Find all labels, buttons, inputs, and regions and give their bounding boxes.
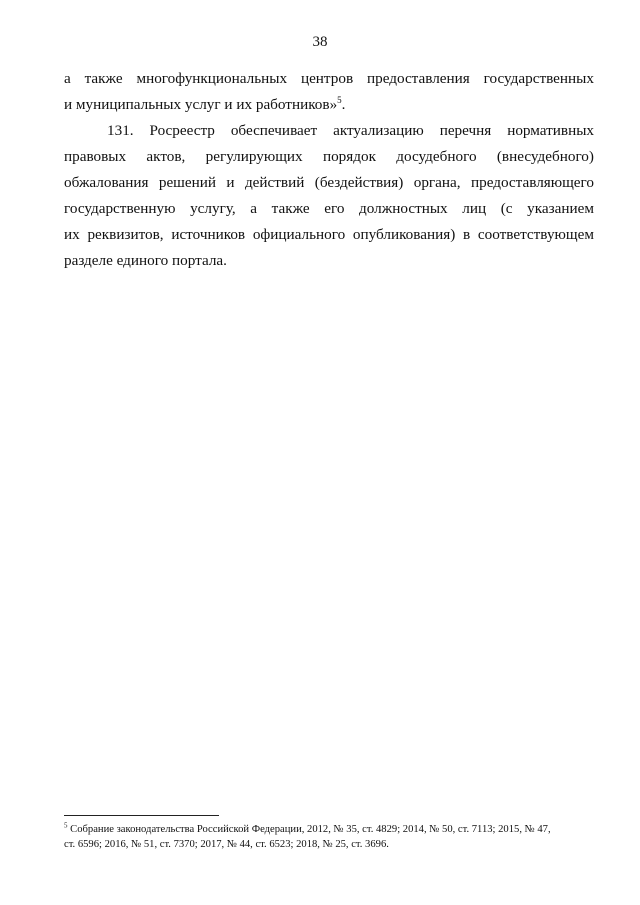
word: (бездействия) — [314, 174, 404, 191]
word: его — [324, 200, 345, 217]
word: предоставления — [366, 70, 470, 87]
footnote-marker: 5 — [64, 821, 68, 830]
word: (внесудебного) — [496, 148, 594, 165]
word: и — [226, 174, 235, 191]
paragraph-1-line-2 — [64, 92, 594, 118]
word: а — [64, 70, 71, 87]
word: соответствующем — [477, 226, 594, 243]
word: актов, — [146, 148, 186, 165]
word: услугу, — [190, 200, 236, 217]
footnote — [64, 822, 594, 852]
word: лиц — [462, 200, 487, 217]
word: официального — [252, 226, 346, 243]
word: регулирующих — [205, 148, 303, 165]
word: также — [271, 200, 310, 217]
footnote-line-1 — [64, 822, 594, 837]
word: 131. — [107, 122, 134, 139]
word: многофункциональных — [136, 70, 288, 87]
word: действий — [244, 174, 305, 191]
word: указанием — [527, 200, 594, 217]
word: в — [463, 226, 471, 243]
paragraph-131-line-3 — [64, 170, 594, 196]
paragraph-131-line-5 — [64, 222, 594, 248]
word: досудебного — [396, 148, 477, 165]
word: органа, — [413, 174, 461, 191]
word: нормативных — [507, 122, 594, 139]
paragraph-1-line-2-tail: . — [341, 96, 346, 113]
word: государственную — [64, 200, 176, 217]
word: обжалования — [64, 174, 149, 191]
word: актуализацию — [333, 122, 424, 139]
word: обеспечивает — [230, 122, 318, 139]
paragraph-131 — [64, 118, 594, 274]
word: порядок — [322, 148, 376, 165]
paragraph-131-line-6: разделе единого портала. — [64, 252, 227, 269]
word: источников — [171, 226, 246, 243]
word: (с — [500, 200, 513, 217]
paragraph-1-line-1 — [64, 66, 594, 92]
paragraph-1-line-2-text: и муниципальных услуг и их работников» — [64, 96, 338, 113]
footnote-line-2: ст. 6596; 2016, № 51, ст. 7370; 2017, № 44, ст. 6523; 2018, № 25, ст. 3696. — [64, 839, 389, 850]
word: должностных — [359, 200, 448, 217]
word: а — [250, 200, 258, 217]
page-number: 38 — [312, 34, 328, 50]
word: правовых — [64, 148, 127, 165]
paragraph-1 — [64, 66, 594, 118]
word: их — [64, 226, 80, 243]
word: Росреестр — [149, 122, 215, 139]
word: решений — [158, 174, 216, 191]
paragraph-131-line-2 — [64, 144, 594, 170]
word: перечня — [439, 122, 492, 139]
footnote-line-1-text: Собрание законодательства Российской Федерации, 2012, № 35, ст. 4829; 2014, № 50, ст. 7113; 2015, № 47, — [70, 824, 551, 835]
word: государственных — [483, 70, 594, 87]
word: центров — [300, 70, 354, 87]
footnote-separator — [64, 815, 219, 816]
paragraph-131-line-4 — [64, 196, 594, 222]
word: реквизитов, — [87, 226, 164, 243]
word: опубликования) — [352, 226, 456, 243]
word: предоставляющего — [470, 174, 594, 191]
footnote-reference[interactable]: 5 — [337, 94, 342, 105]
paragraph-131-line-1 — [64, 118, 594, 144]
word: также — [84, 70, 123, 87]
